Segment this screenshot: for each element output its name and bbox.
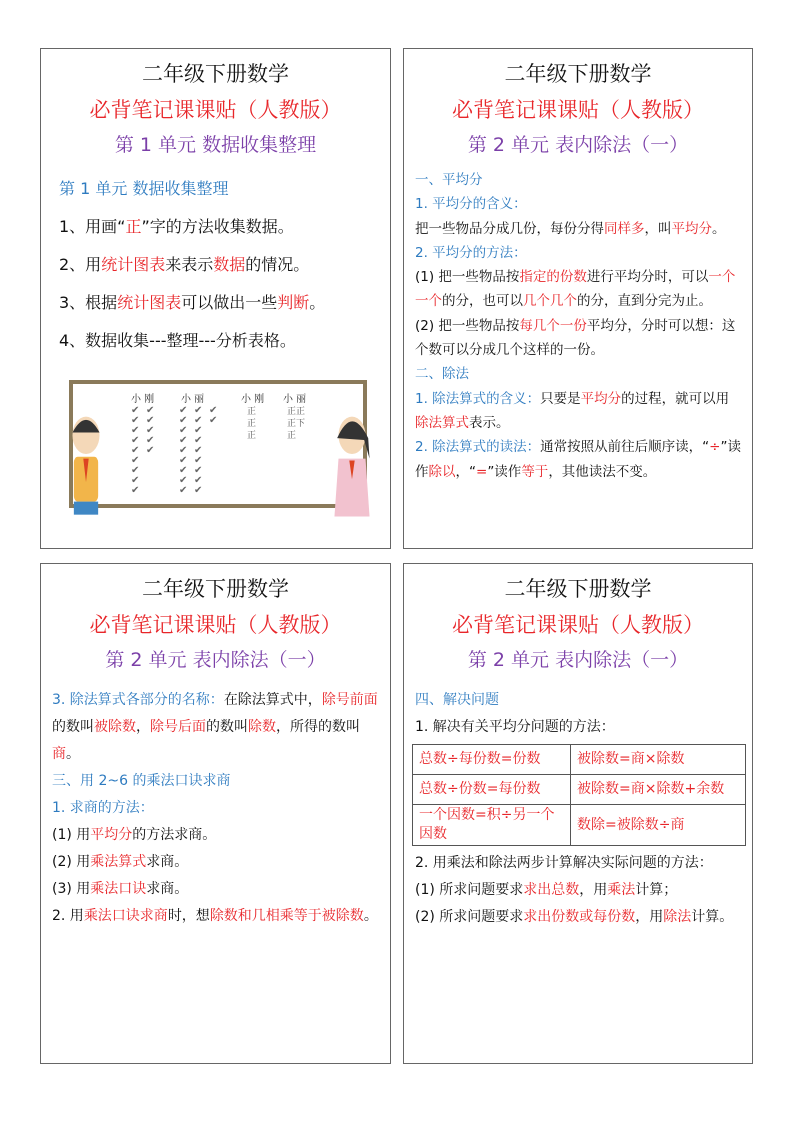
text-segment: 的过程，就可以用 xyxy=(621,390,730,407)
section-heading: 1. 除法算式的含义： xyxy=(415,390,541,407)
section-heading: 1. 平均分的含义： xyxy=(415,196,527,213)
card-subtitle: 必背笔记课课贴（人教版） xyxy=(452,98,704,122)
formula-table xyxy=(412,744,746,846)
card-subtitle: 必背笔记课课贴（人教版） xyxy=(89,613,342,637)
highlighted-text: 乘法 xyxy=(607,882,636,898)
text-line xyxy=(415,850,742,877)
text-segment: (1) 用 xyxy=(52,827,91,843)
text-segment: 的数叫 xyxy=(206,719,248,735)
highlighted-text: 乘法算式 xyxy=(90,854,147,870)
text-segment: 时，想 xyxy=(167,908,210,924)
text-line xyxy=(415,714,742,741)
text-segment: (2) 把一些物品按 xyxy=(415,317,520,334)
table-cell: 数除=被除数÷商 xyxy=(571,805,746,846)
check-marks: ✔✔✔✔✔✔✔✔✔ xyxy=(194,405,203,496)
text-segment: ”读作 xyxy=(487,463,522,480)
text-segment: 。 xyxy=(363,908,378,924)
text-segment: ，用 xyxy=(579,882,608,898)
text-segment: 3、根据 xyxy=(59,293,118,312)
text-segment: ”读作 xyxy=(415,439,741,480)
body-lines xyxy=(415,687,742,741)
unit-title: 第 2 单元 表内除法（一） xyxy=(467,649,689,671)
text-line xyxy=(415,877,742,904)
text-segment: ”字的方法收集数据。 xyxy=(141,217,294,236)
note-card-unit-2-part-1 xyxy=(403,48,753,549)
text-segment: 通常按照从前往后顺序读，“ xyxy=(540,439,710,456)
text-segment: 表示。 xyxy=(469,414,510,431)
card-title: 二年级下册数学 xyxy=(142,62,289,86)
highlighted-text: ÷ xyxy=(709,439,721,456)
unit-title: 第 2 单元 表内除法（一） xyxy=(105,649,326,671)
text-segment: 来表示 xyxy=(165,255,214,274)
girl-figure xyxy=(325,412,379,524)
card-title: 二年级下册数学 xyxy=(142,577,289,601)
table-cell: 被除数=商×除数 xyxy=(571,745,746,775)
section-heading: 2. 平均分的方法： xyxy=(415,244,527,261)
text-segment: (2) 用 xyxy=(52,854,91,870)
highlighted-text: 平均分 xyxy=(671,220,712,237)
text-segment: 求商。 xyxy=(146,854,189,870)
card-body xyxy=(41,687,390,930)
section-heading: 2. 除法算式的读法： xyxy=(415,439,541,456)
table-cell: 一个因数=积÷另一个因数 xyxy=(413,805,571,846)
body-lines xyxy=(415,850,742,931)
text-line xyxy=(415,314,742,363)
boy-figure xyxy=(59,412,113,524)
table-cell: 总数÷份数=每份数 xyxy=(413,775,571,805)
text-line xyxy=(59,246,380,284)
note-card-unit-2-part-3 xyxy=(403,563,753,1064)
highlighted-text: 除数 xyxy=(248,719,276,735)
card-body xyxy=(41,170,390,360)
highlighted-text: 一个一个 xyxy=(415,269,736,310)
section-heading: 3. 除法算式各部分的名称： xyxy=(52,692,224,708)
table-row xyxy=(413,775,746,805)
text-segment: 进行平均分时，可以 xyxy=(586,269,709,286)
text-segment: 的数叫 xyxy=(52,719,94,735)
text-line xyxy=(415,362,742,386)
check-marks: ✔✔ xyxy=(209,405,218,426)
highlighted-text: 同样多 xyxy=(604,220,645,237)
highlighted-text: 除法 xyxy=(663,909,692,925)
whiteboard xyxy=(69,380,367,508)
text-segment: 的分，也可以 xyxy=(442,293,523,310)
text-segment: 的情况。 xyxy=(245,255,310,274)
highlighted-text: 正 xyxy=(125,217,142,236)
note-card-unit-2-part-2 xyxy=(40,563,391,1064)
highlighted-text: 除以 xyxy=(428,463,456,480)
note-card-unit-1 xyxy=(40,48,391,549)
text-line xyxy=(59,322,380,360)
board-label: 小 丽 xyxy=(181,394,205,405)
classroom-illustration xyxy=(59,368,379,528)
text-line xyxy=(415,168,742,192)
section-heading: 1. 求商的方法： xyxy=(52,800,154,816)
text-segment: 。 xyxy=(66,746,80,762)
text-segment: 2. 用 xyxy=(52,908,84,924)
text-line xyxy=(415,435,742,484)
section-heading: 第 1 单元 数据收集整理 xyxy=(59,179,229,198)
text-segment: (1) 把一些物品按 xyxy=(415,269,520,286)
text-line xyxy=(415,387,742,436)
text-segment: 4、数据收集---整理---分析表格。 xyxy=(59,331,296,350)
text-segment: 2、用 xyxy=(59,255,102,274)
text-line xyxy=(415,192,742,216)
text-segment: ， xyxy=(136,719,150,735)
highlighted-text: 求出总数 xyxy=(523,882,580,898)
text-segment: 平均分，分时可以想：这个数可以分成几个这样的一份。 xyxy=(415,317,736,359)
text-segment: 计算。 xyxy=(691,909,734,925)
text-line xyxy=(415,904,742,931)
text-segment: 只要是 xyxy=(540,390,581,407)
highlighted-text: 除法算式 xyxy=(415,414,469,431)
text-segment: 求商。 xyxy=(146,881,189,897)
highlighted-text: 平均分 xyxy=(90,827,133,843)
section-heading: 三、用 2~6 的乘法口诀求商 xyxy=(52,773,231,789)
section-heading: 二、除法 xyxy=(415,366,469,383)
text-segment: 1、用画“ xyxy=(59,217,126,236)
text-line xyxy=(52,795,380,822)
board-label: 小 丽 xyxy=(283,394,307,405)
text-segment: 计算； xyxy=(635,882,678,898)
board-label: 小 刚 xyxy=(131,394,155,405)
check-marks: ✔✔✔✔✔✔✔✔✔ xyxy=(131,405,140,496)
unit-title: 第 2 单元 表内除法（一） xyxy=(467,134,689,156)
tally-marks: 正 正 正 xyxy=(247,407,257,441)
text-segment: ，“ xyxy=(455,463,476,480)
text-segment: ，用 xyxy=(635,909,664,925)
highlighted-text: 数据 xyxy=(213,255,246,274)
text-line xyxy=(415,217,742,241)
highlighted-text: 等于 xyxy=(521,463,549,480)
text-segment: 的方法求商。 xyxy=(132,827,217,843)
highlighted-text: 乘法口诀 xyxy=(90,881,147,897)
table-row xyxy=(413,805,746,846)
highlighted-text: 统计图表 xyxy=(117,293,182,312)
text-line xyxy=(415,687,742,714)
text-segment: ，其他读法不变。 xyxy=(548,463,657,480)
text-line xyxy=(59,208,380,246)
table-row xyxy=(413,745,746,775)
highlighted-text: 统计图表 xyxy=(101,255,166,274)
board-label: 小 刚 xyxy=(241,394,265,405)
text-segment: 。 xyxy=(712,220,726,237)
highlighted-text: 平均分 xyxy=(580,390,622,407)
text-line xyxy=(52,849,380,876)
table-cell: 总数÷每份数=份数 xyxy=(413,745,571,775)
card-subtitle: 必背笔记课课贴（人教版） xyxy=(452,613,704,637)
text-line xyxy=(415,265,742,314)
highlighted-text: 判断 xyxy=(277,293,310,312)
text-segment: (2) 所求问题要求 xyxy=(415,909,524,925)
text-line xyxy=(59,170,380,208)
highlighted-text: 商 xyxy=(52,746,66,762)
text-segment: 1. 解决有关平均分问题的方法： xyxy=(415,719,615,735)
text-segment: 的分，直到分完为止。 xyxy=(577,293,712,310)
text-segment: ，所得的数叫 xyxy=(276,719,360,735)
text-line xyxy=(52,876,380,903)
card-title: 二年级下册数学 xyxy=(504,577,652,601)
highlighted-text: 每几个一份 xyxy=(519,317,587,334)
text-segment: ，叫 xyxy=(644,220,672,237)
unit-title: 第 1 单元 数据收集整理 xyxy=(114,134,317,156)
text-segment: (3) 用 xyxy=(52,881,91,897)
text-line xyxy=(59,284,380,322)
highlighted-text: 除号前面 xyxy=(321,692,378,708)
text-line xyxy=(52,687,380,768)
section-heading: 一、平均分 xyxy=(415,172,483,188)
text-segment: 。 xyxy=(309,293,326,312)
tally-marks: 正正 正下 正 xyxy=(287,407,306,441)
check-marks: ✔✔✔✔✔✔✔✔✔ xyxy=(179,405,188,496)
highlighted-text: 乘法口诀求商 xyxy=(83,908,168,924)
highlighted-text: 指定的份数 xyxy=(519,269,587,286)
section-heading: 四、解决问题 xyxy=(415,692,499,708)
highlighted-text: = xyxy=(476,463,488,480)
check-marks: ✔✔✔✔✔ xyxy=(146,405,155,456)
text-segment: 在除法算式中， xyxy=(223,692,322,708)
text-line xyxy=(52,768,380,795)
text-segment: 2. 用乘法和除法两步计算解决实际问题的方法： xyxy=(415,855,713,871)
highlighted-text: 除号后面 xyxy=(150,719,206,735)
card-subtitle: 必背笔记课课贴（人教版） xyxy=(89,98,342,122)
card-body xyxy=(404,168,752,484)
card-title: 二年级下册数学 xyxy=(504,62,652,86)
text-line xyxy=(415,241,742,265)
text-segment: (1) 所求问题要求 xyxy=(415,882,524,898)
highlighted-text: 除数和几相乘等于被除数 xyxy=(209,908,364,924)
text-segment: 把一些物品分成几份，每份分得 xyxy=(415,220,604,237)
table-cell: 被除数=商×除数+余数 xyxy=(571,775,746,805)
highlighted-text: 几个几个 xyxy=(523,293,577,310)
text-line xyxy=(52,822,380,849)
card-body xyxy=(404,687,752,931)
highlighted-text: 求出份数或每份数 xyxy=(523,909,636,925)
highlighted-text: 被除数 xyxy=(94,719,136,735)
text-line xyxy=(52,903,380,930)
text-segment: 可以做出一些 xyxy=(181,293,278,312)
